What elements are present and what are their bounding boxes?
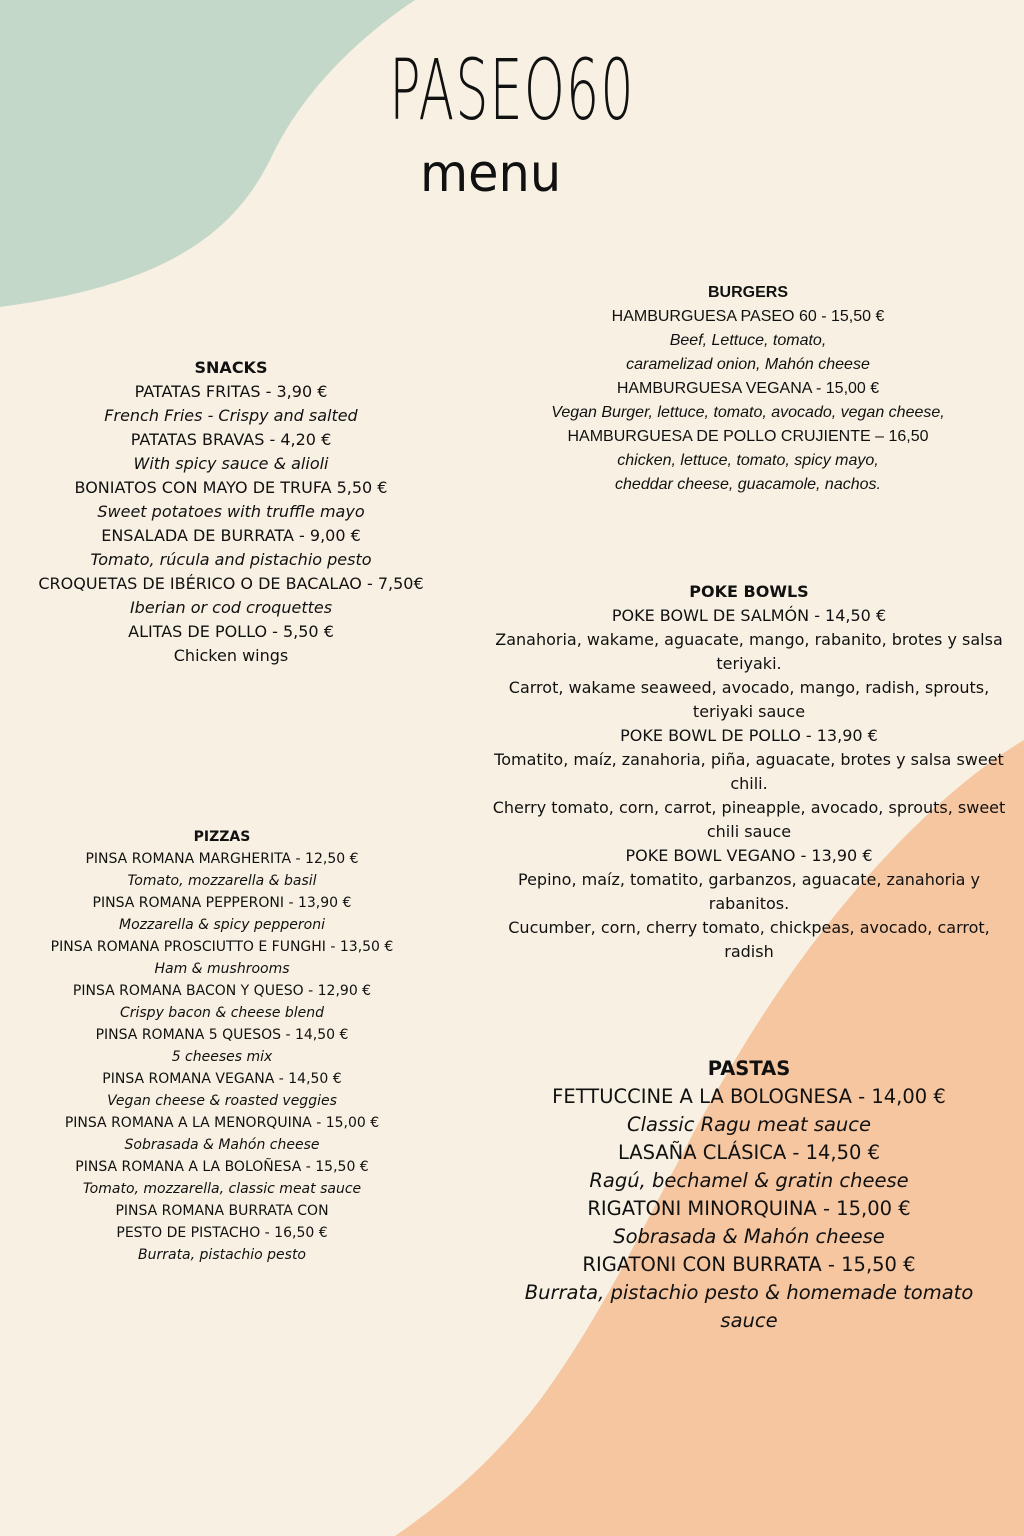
menu-item-name: PINSA ROMANA PROSCIUTTO E FUNGHI - 13,50 € xyxy=(50,939,394,955)
menu-item-name: PINSA ROMANA BACON Y QUESO - 12,90 € xyxy=(72,983,372,999)
poke-bowls-section xyxy=(490,580,1008,964)
menu-item-description: 5 cheeses mix xyxy=(171,1049,273,1065)
menu-item-name: PINSA ROMANA 5 QUESOS - 14,50 € xyxy=(95,1027,349,1043)
menu-subtitle: menu xyxy=(420,144,562,204)
menu-item-description: Tomato, mozzarella, classic meat sauce xyxy=(82,1181,362,1197)
menu-item-name: PATATAS FRITAS - 3,90 € xyxy=(134,382,328,401)
menu-item-name: CROQUETAS DE IBÉRICO O DE BACALAO - 7,50€ xyxy=(38,574,424,593)
menu-item-description: caramelizad onion, Mahón cheese xyxy=(626,356,870,373)
menu-item-description-en: Cucumber, corn, cherry tomato, chickpeas, avocado, carrot, radish xyxy=(508,918,990,961)
menu-item-name: POKE BOWL VEGANO - 13,90 € xyxy=(625,846,873,865)
menu-item-description-es: Pepino, maíz, tomatito, garbanzos, aguacate, zanahoria y rabanitos. xyxy=(517,870,981,913)
menu-item-name: POKE BOWL DE SALMÓN - 14,50 € xyxy=(611,606,887,625)
menu-item-description: Iberian or cod croquettes xyxy=(129,598,333,617)
menu-item-description: Sobrasada & Mahón cheese xyxy=(124,1137,320,1153)
pastas-section xyxy=(498,1055,1000,1335)
menu-item-name: HAMBURGUESA PASEO 60 - 15,50 € xyxy=(611,308,885,325)
menu-item-name: PINSA ROMANA A LA MENORQUINA - 15,00 € xyxy=(64,1115,380,1131)
menu-item-description: chicken, lettuce, tomato, spicy mayo, xyxy=(617,452,879,469)
menu-item-name: RIGATONI MINORQUINA - 15,00 € xyxy=(587,1197,911,1220)
pizzas-section xyxy=(30,826,414,1266)
menu-item-description: French Fries - Crispy and salted xyxy=(104,406,358,425)
menu-item-description: Beef, Lettuce, tomato, xyxy=(669,332,827,349)
section-heading: BURGERS xyxy=(707,284,788,301)
menu-item-description-en: Carrot, wakame seaweed, avocado, mango, radish, sprouts, teriyaki sauce xyxy=(508,678,990,721)
green-corner-shape xyxy=(0,0,415,307)
section-heading: SNACKS xyxy=(194,358,268,377)
burgers-section xyxy=(498,281,998,497)
section-heading: POKE BOWLS xyxy=(689,582,809,601)
menu-item-name-continued: PESTO DE PISTACHO - 16,50 € xyxy=(116,1225,328,1241)
menu-item-description: Tomato, mozzarella & basil xyxy=(127,873,317,889)
menu-item-description: cheddar cheese, guacamole, nachos. xyxy=(615,476,881,493)
menu-item-description: Ham & mushrooms xyxy=(154,961,290,977)
menu-item-description: Classic Ragu meat sauce xyxy=(626,1113,872,1136)
menu-item-description-en: Cherry tomato, corn, carrot, pineapple, avocado, sprouts, sweet chili sauce xyxy=(492,798,1006,841)
menu-item-name: PINSA ROMANA MARGHERITA - 12,50 € xyxy=(85,851,359,867)
menu-item-description: Mozzarella & spicy pepperoni xyxy=(119,917,325,933)
menu-item-name: LASAÑA CLÁSICA - 14,50 € xyxy=(617,1141,881,1164)
menu-item-name: FETTUCCINE A LA BOLOGNESA - 14,00 € xyxy=(552,1085,946,1108)
menu-item-name: PATATAS BRAVAS - 4,20 € xyxy=(130,430,332,449)
menu-item-description: Crispy bacon & cheese blend xyxy=(119,1005,325,1021)
menu-item-description: Burrata, pistachio pesto xyxy=(138,1247,306,1263)
menu-item-name: PINSA ROMANA VEGANA - 14,50 € xyxy=(102,1071,342,1087)
menu-item-name: PINSA ROMANA PEPPERONI - 13,90 € xyxy=(92,895,352,911)
menu-item-description: Vegan Burger, lettuce, tomato, avocado, vegan cheese, xyxy=(551,404,945,421)
menu-item-name: PINSA ROMANA BURRATA CON xyxy=(115,1203,329,1219)
menu-item-description: Sweet potatoes with truffle mayo xyxy=(97,502,365,521)
menu-item-name: POKE BOWL DE POLLO - 13,90 € xyxy=(620,726,878,745)
menu-item-name: BONIATOS CON MAYO DE TRUFA 5,50 € xyxy=(74,478,388,497)
menu-item-name: HAMBURGUESA DE POLLO CRUJIENTE – 16,50 xyxy=(567,428,929,445)
menu-item-name: RIGATONI CON BURRATA - 15,50 € xyxy=(582,1253,916,1276)
menu-item-name: ALITAS DE POLLO - 5,50 € xyxy=(128,622,334,641)
snacks-section xyxy=(30,356,432,668)
menu-item-description-es: Zanahoria, wakame, aguacate, mango, rabanito, brotes y salsa teriyaki. xyxy=(495,630,1003,673)
menu-item-description: With spicy sauce & alioli xyxy=(133,454,329,473)
menu-item-description: Vegan cheese & roasted veggies xyxy=(107,1093,337,1109)
restaurant-title: PASEO60 xyxy=(389,41,635,139)
section-heading: PASTAS xyxy=(707,1057,791,1080)
menu-item-description: Tomato, rúcula and pistachio pesto xyxy=(90,550,372,569)
menu-item-description: Chicken wings xyxy=(173,646,289,665)
menu-item-name: ENSALADA DE BURRATA - 9,00 € xyxy=(101,526,361,545)
menu-item-name: HAMBURGUESA VEGANA - 15,00 € xyxy=(616,380,880,397)
menu-item-description: Burrata, pistachio pesto & homemade tomato sauce xyxy=(524,1281,974,1332)
menu-item-description: Ragú, bechamel & gratin cheese xyxy=(589,1169,909,1192)
menu-item-description-es: Tomatito, maíz, zanahoria, piña, aguacate, brotes y salsa sweet chili. xyxy=(494,750,1004,793)
menu-item-description: Sobrasada & Mahón cheese xyxy=(613,1225,885,1248)
menu-item-name: PINSA ROMANA A LA BOLOÑESA - 15,50 € xyxy=(75,1159,369,1175)
section-heading: PIZZAS xyxy=(193,829,251,845)
